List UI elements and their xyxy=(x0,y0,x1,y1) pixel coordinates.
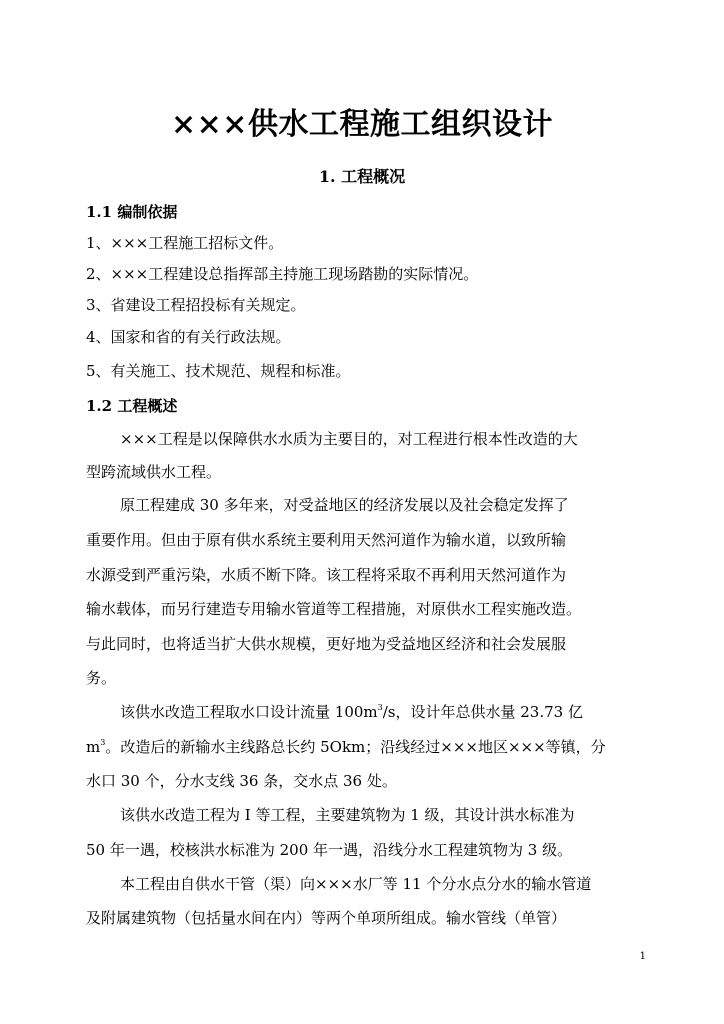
overview-line-6: 输水载体，而另行建造专用输水管道等工程措施，对原供水工程实施改造。 xyxy=(86,600,582,618)
overview-line-13: 50 年一遇，校核洪水标准为 200 年一遇，沿线分水工程建筑物为 3 级。 xyxy=(86,841,573,859)
overview-line-10-before: m xyxy=(86,738,101,756)
overview-line-7: 与此同时，也将适当扩大供水规模，更好地为受益地区经济和社会发展服 xyxy=(86,635,567,653)
page-number: 1 xyxy=(639,951,646,962)
overview-line-8: 务。 xyxy=(86,669,117,687)
overview-line-9-before: 该供水改造工程取水口设计流量 100m xyxy=(120,703,378,721)
overview-line-9-sup: 3 xyxy=(377,703,383,712)
overview-line-9-after: /s，设计年总供水量 23.73 亿 xyxy=(382,703,583,721)
basis-item-5: 5、有关施工、技术规范、规程和标准。 xyxy=(86,362,351,380)
basis-item-3: 3、省建设工程招投标有关规定。 xyxy=(86,296,306,314)
overview-line-2: 型跨流域供水工程。 xyxy=(86,463,222,481)
basis-item-1: 1、×××工程施工招标文件。 xyxy=(86,234,284,252)
overview-line-4: 重要作用。但由于原有供水系统主要利用天然河道作为输水道，以致所输 xyxy=(86,531,567,549)
overview-line-9 xyxy=(120,701,642,723)
document-title: ×××供水工程施工组织设计 xyxy=(171,107,553,142)
overview-line-3: 原工程建成 30 多年来，对受益地区的经济发展以及社会稳定发挥了 xyxy=(120,496,569,514)
overview-line-10 xyxy=(86,736,642,758)
overview-line-10-sup: 3 xyxy=(100,738,106,747)
overview-line-12: 该供水改造工程为 I 等工程，主要建筑物为 1 级，其设计洪水标准为 xyxy=(120,806,575,824)
section-title xyxy=(0,165,724,189)
subsection-heading-basis: 1.1 编制依据 xyxy=(86,203,178,221)
overview-line-15: 及附属建筑物（包括量水间在内）等两个单项所组成。输水管线（单管） xyxy=(86,909,567,927)
overview-line-5: 水源受到严重污染，水质不断下降。该工程将采取不再利用天然河道作为 xyxy=(86,566,567,584)
overview-line-14: 本工程由自供水干管（渠）向×××水厂等 11 个分水点分水的输水管道 xyxy=(120,875,592,893)
section-title-text: 1. 工程概况 xyxy=(318,167,406,186)
overview-line-11: 水口 30 个，分水支线 36 条，交水点 36 处。 xyxy=(86,772,397,790)
overview-line-1: ×××工程是以保障供水水质为主要目的，对工程进行根本性改造的大 xyxy=(120,430,578,448)
basis-item-4: 4、国家和省的有关行政法规。 xyxy=(86,328,291,346)
overview-line-10-after: 。改造后的新输水主线路总长约 5Okm；沿线经过×××地区×××等镇，分 xyxy=(105,738,606,756)
subsection-heading-overview: 1.2 工程概述 xyxy=(86,397,178,415)
basis-item-2: 2、×××工程建设总指挥部主持施工现场踏勘的实际情况。 xyxy=(86,265,479,283)
